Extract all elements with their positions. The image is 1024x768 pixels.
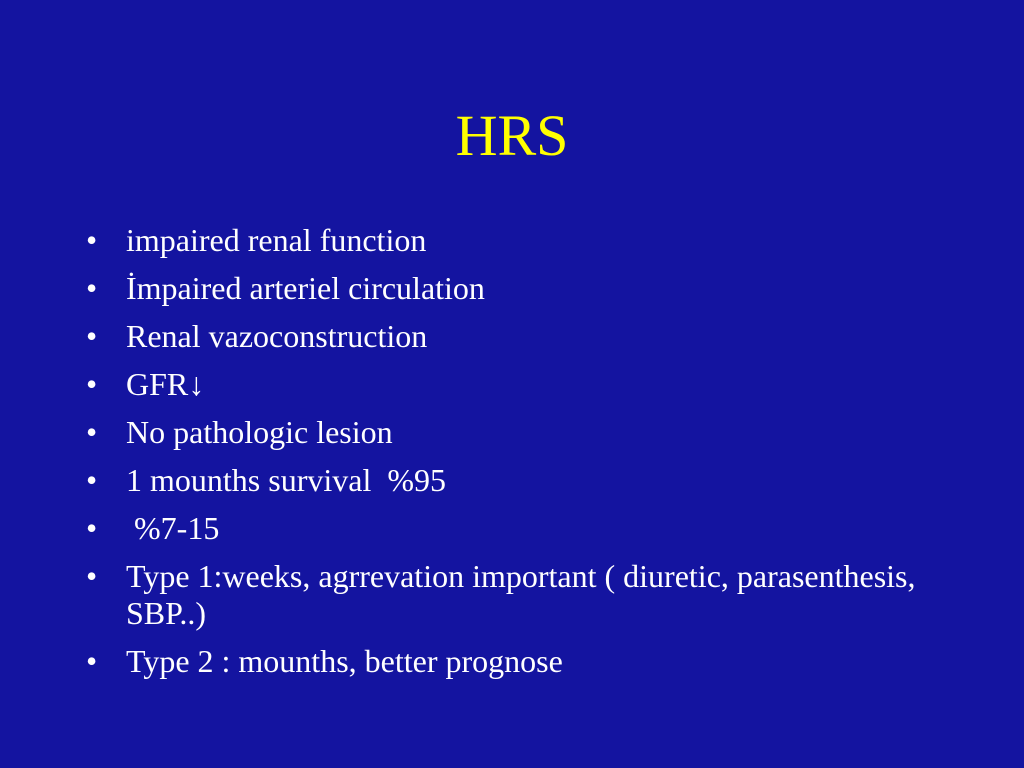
bullet-item	[86, 510, 946, 547]
bullet-item	[86, 270, 946, 307]
bullet-marker: •	[86, 222, 98, 258]
bullet-text: Type 1:weeks, agrrevation important ( diuretic, parasenthesis, SBP..)	[126, 558, 924, 631]
bullet-list	[86, 222, 946, 691]
bullet-text: GFR↓	[126, 366, 205, 402]
bullet-text: impaired renal function	[126, 222, 427, 258]
bullet-text: Renal vazoconstruction	[126, 318, 428, 354]
slide-title: HRS	[455, 103, 569, 168]
bullet-item	[86, 318, 946, 355]
bullet-item	[86, 558, 946, 632]
bullet-marker: •	[86, 270, 98, 306]
bullet-marker: •	[86, 366, 98, 402]
bullet-marker: •	[86, 414, 98, 450]
bullet-marker: •	[86, 643, 98, 679]
bullet-marker: •	[86, 462, 98, 498]
bullet-item	[86, 222, 946, 259]
bullet-text: İmpaired arteriel circulation	[126, 270, 485, 306]
bullet-item	[86, 643, 946, 680]
bullet-marker: •	[86, 558, 98, 594]
bullet-text: No pathologic lesion	[126, 414, 393, 450]
bullet-text: Type 2 : mounths, better prognose	[126, 643, 563, 679]
bullet-item	[86, 366, 946, 403]
bullet-marker: •	[86, 510, 98, 546]
bullet-item	[86, 462, 946, 499]
bullet-marker: •	[86, 318, 98, 354]
bullet-text: %7-15	[126, 510, 220, 546]
bullet-item	[86, 414, 946, 451]
bullet-text: 1 mounths survival %95	[126, 462, 446, 498]
